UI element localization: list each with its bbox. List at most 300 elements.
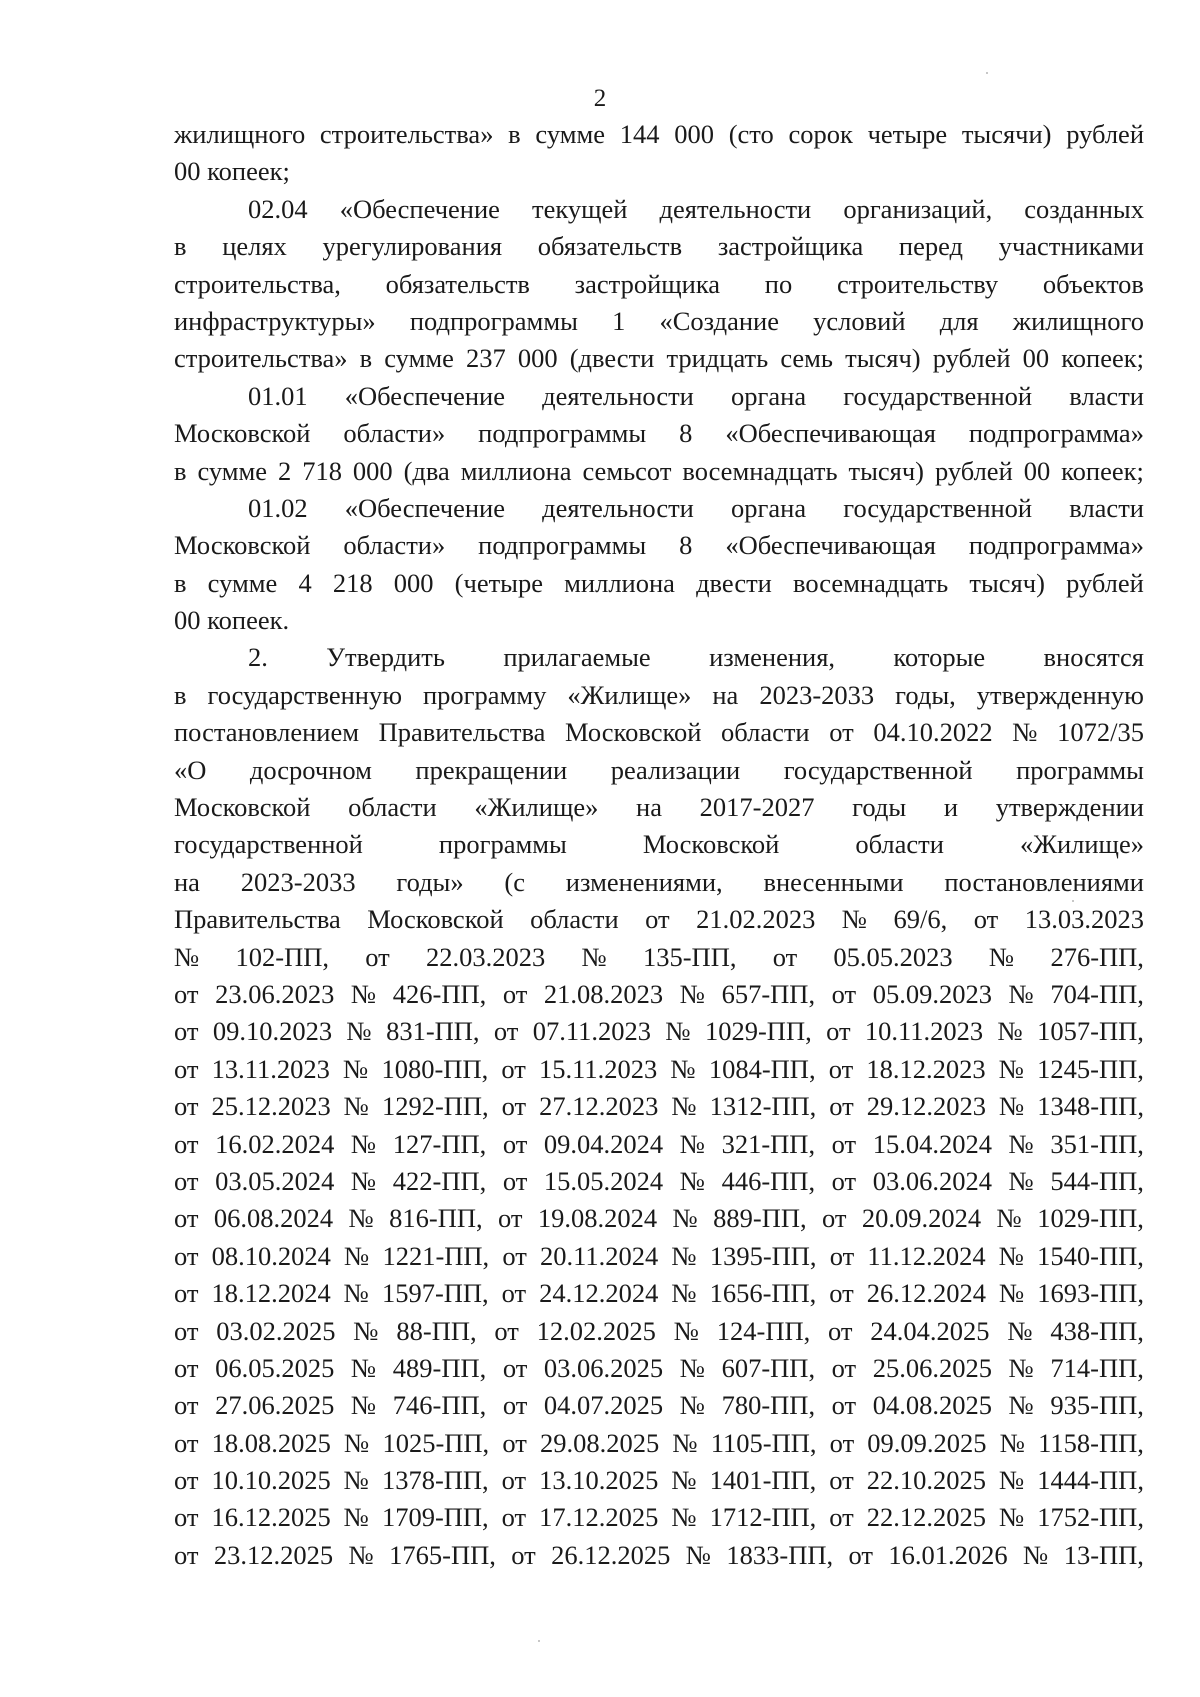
word: 422-ПП, [392,1165,487,1196]
word: тысячи) [961,119,1052,149]
word: жилищного [1012,305,1144,336]
word: реализации [610,754,741,785]
word: вносятся [1043,642,1144,673]
word: 1084-ПП, [708,1053,816,1084]
word: № [1007,1315,1033,1346]
word: 1378-ПП, [381,1465,489,1496]
word: 2. [248,642,268,673]
word: 16.01.2026 [888,1539,1008,1570]
word: 05.05.2023 [833,941,953,972]
text-line [174,976,1144,1013]
word: № [344,1427,370,1458]
scan-speck [986,72,988,74]
word: 18.12.2024 [211,1278,331,1309]
text-line [174,1537,1144,1574]
word: 1765-ПП, [389,1539,496,1570]
word: № [998,1278,1025,1309]
word: тысяч) [969,567,1045,598]
word: перед [898,231,963,262]
word: 1401-ПП, [709,1465,817,1496]
word: тысяч) [845,343,921,374]
text-line [174,1350,1144,1387]
word: строительству [836,268,999,299]
word: № [672,1203,698,1234]
word: четыре [867,119,948,149]
word: 1158-ПП, [1038,1427,1144,1458]
word: № [1008,1352,1034,1383]
word: 1709-ПП, [381,1502,489,1533]
word: миллиона [564,567,675,598]
word: 1105-ПП, [710,1427,817,1458]
word: программы [438,829,567,860]
word: 29.12.2023 [866,1091,986,1122]
word: «О [174,754,207,785]
word: семьсот [582,455,672,486]
word: 06.08.2024 [213,1203,334,1234]
word: от [501,1053,526,1084]
word: государственной [843,492,1033,523]
word: № [350,978,377,1009]
scan-speck [538,1640,540,1642]
word: 23.06.2023 [215,978,335,1009]
word: 144 [619,119,660,149]
word: 1540-ПП, [1037,1240,1144,1271]
word: 19.08.2024 [537,1203,658,1234]
word: области [348,792,437,823]
word: от [645,904,670,935]
word: 00 [1022,343,1050,374]
word: 03.06.2024 [872,1165,992,1196]
word: № [998,1502,1025,1533]
word: 26.12.2024 [866,1278,986,1309]
word: области» [343,530,446,561]
word: 18.12.2023 [866,1053,986,1084]
word: от [174,1465,199,1496]
word: постановлением [174,717,359,748]
word: (два [403,455,450,486]
word: от [829,1278,854,1309]
text-line [174,153,1144,190]
word: 69/6, [893,904,948,935]
word: 29.08.2025 [539,1427,660,1458]
word: 438-ПП, [1050,1315,1144,1346]
word: 124-ПП, [716,1315,811,1346]
word: 04.08.2025 [872,1390,992,1421]
word: 20.09.2024 [861,1203,982,1234]
word: области [855,829,944,860]
word: условий [813,305,906,336]
word: текущей [532,193,628,224]
word: от [502,1240,527,1271]
text-line [174,752,1144,789]
word: 8 [679,418,693,449]
word: № [671,1465,697,1496]
word: 05.09.2023 [872,978,992,1009]
word: 26.12.2025 [551,1539,671,1570]
word: № [353,1315,379,1346]
word: сумме [207,567,278,598]
word: копеек; [1061,455,1144,486]
word: «Жилище» [567,679,692,710]
text-line [174,1425,1144,1462]
word: 17.12.2025 [539,1502,659,1533]
word: 09.04.2024 [543,1128,664,1159]
word: 127-ПП, [392,1128,487,1159]
word: рублей [1066,567,1144,598]
word: от [828,1053,854,1084]
word: 04.10.2022 [873,717,993,748]
word: 1693-ПП, [1037,1278,1144,1309]
word: восемнадцать [682,455,838,486]
word: 25.06.2025 [872,1352,992,1383]
word: 08.10.2024 [211,1240,331,1271]
text-line [174,939,1144,976]
word: 000 [393,567,434,598]
word: 1 [612,305,626,336]
word: 714-ПП, [1050,1352,1144,1383]
word: № [1008,1128,1034,1159]
text-line [174,1126,1144,1163]
word: 1712-ПП, [709,1502,817,1533]
word: изменениями, [565,866,723,897]
word: 24.04.2025 [870,1315,990,1346]
text-line [174,191,1144,228]
word: 2023-2033 [240,866,356,897]
text-line [174,901,1144,938]
word: 03.05.2024 [215,1165,335,1196]
word: 13.03.2023 [1024,904,1144,935]
word: Правительства [378,717,546,748]
word: 21.08.2023 [543,978,664,1009]
word: 01.02 [248,492,308,523]
word: № [998,1091,1025,1122]
word: миллиона [460,455,572,486]
word: застройщика [574,268,721,299]
word: 607-ПП, [721,1352,816,1383]
word: 27.12.2023 [539,1091,659,1122]
word: 816-ПП, [389,1203,483,1234]
word: 04.07.2025 [543,1390,664,1421]
text-line [174,116,1144,153]
word: сумме [384,343,454,374]
word: для [939,305,979,336]
word: 88-ПП, [396,1315,477,1346]
text-line [174,340,1144,377]
word: от [174,1278,199,1309]
word: № [679,978,706,1009]
text-line [174,1387,1144,1424]
word: 06.05.2025 [215,1352,335,1383]
word: 1072/35 [1057,717,1144,748]
word: 351-ПП, [1050,1128,1144,1159]
word: государственной [843,380,1033,411]
word: 237 [466,343,506,374]
word: № [343,1053,369,1084]
word: застройщика [717,231,864,262]
word: на [712,679,739,710]
word: от [828,1315,853,1346]
word: от [501,1278,527,1309]
word: 1245-ПП, [1037,1053,1144,1084]
word: в [174,679,187,710]
word: 2023-2033 [759,679,875,710]
word: 23.12.2025 [213,1539,334,1570]
word: копеек; [1061,343,1144,374]
word: прекращении [415,754,568,785]
word: 276-ПП, [1050,941,1144,972]
text-line [174,826,1144,863]
word: от [174,1502,199,1533]
word: власти [1069,492,1144,523]
page-number: 2 [593,85,607,112]
word: 22.03.2023 [425,941,546,972]
word: 1080-ПП, [381,1053,489,1084]
word: от [831,1352,857,1383]
word: Московской [174,418,311,449]
word: (четыре [454,567,543,598]
word: 2 [278,455,292,486]
word: от [829,1091,854,1122]
text-line [174,602,1144,639]
word: от [831,1390,857,1421]
word: № [988,941,1015,972]
word: от [174,1427,199,1458]
word: от [498,1203,523,1234]
word: 1312-ПП, [709,1091,817,1122]
word: от [848,1539,874,1570]
word: Утвердить [326,642,445,673]
text-line [174,527,1144,564]
word: № [679,1128,706,1159]
word: от [493,1016,519,1047]
word: от [822,1203,847,1234]
word: 1597-ПП, [381,1278,489,1309]
word: от [174,1053,199,1084]
word: 000 [674,119,714,149]
word: деятельности [542,380,694,411]
word: 1221-ПП, [382,1240,490,1271]
word: семь [780,343,834,374]
word: № [344,1240,370,1271]
word: 102-ПП, [235,941,330,972]
word: от [174,1128,199,1159]
word: от [174,1165,199,1196]
word: от [501,1091,527,1122]
word: от [502,1427,527,1458]
word: от [174,1390,199,1421]
word: № [350,1128,377,1159]
word: № [343,1091,369,1122]
word: от [511,1539,536,1570]
word: 13.10.2025 [539,1465,659,1496]
word: 03.06.2025 [543,1352,664,1383]
word: утвержденную [976,679,1144,710]
text-line [174,453,1144,490]
word: 10.11.2023 [864,1016,984,1047]
word: государственную [207,679,402,710]
word: от [831,1165,857,1196]
word: 18.08.2025 [211,1427,331,1458]
word: от [501,1502,527,1533]
word: в [174,231,187,262]
word: от [772,941,798,972]
word: инфраструктуры» [174,305,376,336]
word: № [997,1016,1023,1047]
word: 09.10.2023 [212,1016,333,1047]
word: 1348-ПП, [1037,1091,1144,1122]
word: подпрограммы [409,305,578,336]
word: № [998,1240,1025,1271]
text-line [174,1163,1144,1200]
word: от [829,1427,855,1458]
text-line [174,639,1144,676]
word: по [764,268,793,299]
word: 03.02.2025 [216,1315,336,1346]
word: 15.04.2024 [872,1128,992,1159]
word: 01.01 [248,380,308,411]
word: (двести [569,343,655,374]
word: от [174,1539,199,1570]
word: внесенными [763,866,904,897]
word: 4 [298,567,312,598]
word: от [829,717,854,748]
word: участниками [998,231,1144,262]
word: (сто [728,119,774,149]
word: от [174,1240,199,1271]
word: 1292-ПП, [381,1091,489,1122]
word: 1444-ПП, [1037,1465,1144,1496]
word: № [671,1502,697,1533]
word: созданных [1024,193,1144,224]
word: № [350,1352,377,1383]
word: 780-ПП, [721,1390,816,1421]
word: № [999,1427,1025,1458]
word: от [502,1165,528,1196]
word: № [1008,1165,1034,1196]
line-text: 00 копеек. [174,605,290,636]
word: постановлениями [944,866,1144,897]
word: № [673,1315,699,1346]
word: годы [852,792,907,823]
word: обязательств [385,268,530,299]
word: 1025-ПП, [382,1427,490,1458]
word: двести [696,567,772,598]
text-line [174,714,1144,751]
word: «Жилище» [474,792,599,823]
word: № [672,1427,698,1458]
word: от [502,978,528,1009]
word: 426-ПП, [392,978,487,1009]
word: № [350,1165,377,1196]
word: 22.12.2025 [866,1502,986,1533]
word: № [343,1502,369,1533]
text-line [174,677,1144,714]
word: № [998,1465,1025,1496]
text-line [174,1275,1144,1312]
word: рублей [1066,119,1144,149]
word: 10.10.2025 [211,1465,331,1496]
word: деятельности [542,492,694,523]
word: № [679,1352,706,1383]
word: 02.04 [248,193,308,224]
word: 489-ПП, [392,1352,487,1383]
word: досрочном [249,754,372,785]
word: 13-ПП, [1063,1539,1144,1570]
word: от [494,1315,519,1346]
word: 321-ПП, [721,1128,816,1159]
word: тридцать [666,343,769,374]
word: № [679,1165,706,1196]
word: 1395-ПП, [709,1240,817,1271]
word: № [685,1539,712,1570]
word: в [508,119,521,149]
word: 22.10.2025 [866,1465,986,1496]
word: 000 [352,455,393,486]
word: от [973,904,999,935]
word: 13.11.2023 [211,1053,330,1084]
word: прилагаемые [503,642,651,673]
word: 746-ПП, [392,1390,487,1421]
word: в [174,567,187,598]
word: № [348,1539,374,1570]
word: 1029-ПП, [1037,1203,1144,1234]
word: изменения, [709,642,836,673]
word: утверждении [995,792,1144,823]
word: № [1023,1539,1049,1570]
text-line [174,266,1144,303]
text-line [174,1200,1144,1237]
word: годы» [396,866,464,897]
word: Московской [367,904,504,935]
word: № [350,1390,377,1421]
word: 2017-2027 [699,792,815,823]
word: № [348,1203,374,1234]
word: 21.02.2023 [696,904,816,935]
word: от [829,1240,855,1271]
text-line [174,303,1144,340]
word: органа [731,492,807,523]
word: 135-ПП, [642,941,737,972]
word: «Жилище» [1019,829,1144,860]
word: обязательств [537,231,683,262]
word: № [841,904,868,935]
word: от [174,1203,199,1234]
word: «Обеспечивающая [725,418,936,449]
text-line [174,789,1144,826]
word: «Обеспечение [339,193,500,224]
text-line [174,1462,1144,1499]
word: от [502,1128,528,1159]
word: 1752-ПП, [1037,1502,1144,1533]
word: «Обеспечение [344,380,505,411]
word: подпрограмма» [968,418,1144,449]
word: рублей [934,455,1013,486]
word: 1656-ПП, [709,1278,817,1309]
word: «Создание [659,305,780,336]
word: 16.02.2024 [215,1128,335,1159]
word: № [1012,717,1038,748]
word: № [671,1278,697,1309]
word: от [829,1502,854,1533]
word: в [174,455,187,486]
word: жилищного [174,119,306,149]
word: восемнадцать [793,567,949,598]
word: области [721,717,810,748]
word: области» [343,418,446,449]
word: государственной [783,754,973,785]
text-line [174,1238,1144,1275]
word: № [665,1016,691,1047]
